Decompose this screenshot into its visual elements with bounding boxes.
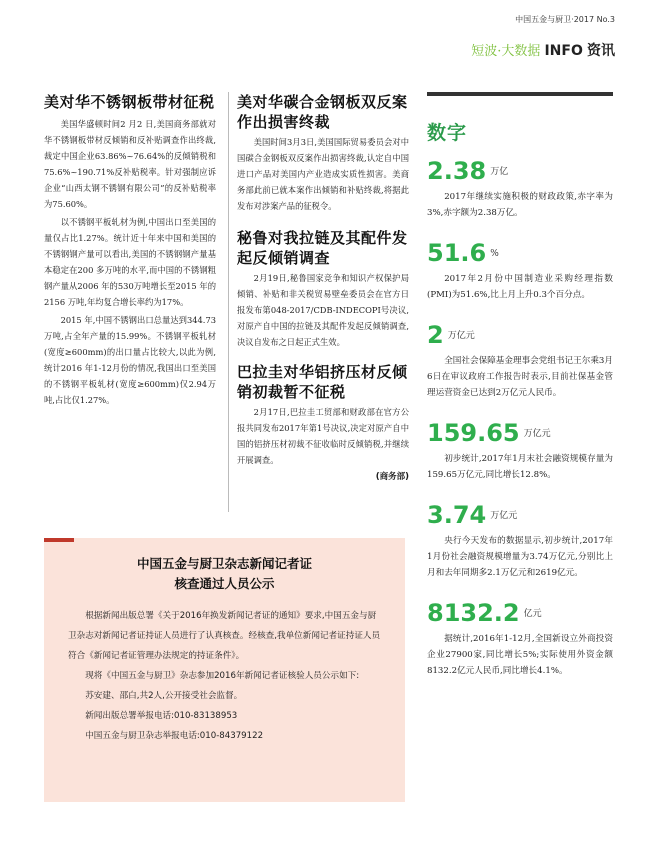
column-divider xyxy=(228,92,229,512)
article-title: 美对华不锈钢板带材征税 xyxy=(44,93,215,111)
stat-unit: 万亿 xyxy=(490,167,509,177)
stat-item xyxy=(427,239,613,303)
article-peru-zipper xyxy=(237,228,409,350)
stat-description: 2017年2月份中国制造业采购经理指数(PMI)为51.6%,比上月上升0.3个百分点。 xyxy=(427,274,613,300)
stat-unit: % xyxy=(490,249,499,259)
section-info-label: INFO xyxy=(544,43,583,59)
section-header xyxy=(471,40,615,60)
notice-accent-bar xyxy=(44,538,74,542)
notice-title-line2: 核查通过人员公示 xyxy=(174,576,275,591)
article-paragraph: 2月17日,巴拉圭工贸部和财政部在官方公报共同发布2017年第1号决议,决定对原产自中国的铝挤压材初裁不征收临时反倾销税,并继续开展调查。 xyxy=(237,407,409,465)
numbers-sidebar xyxy=(427,92,613,679)
article-paragraph: 2月19日,秘鲁国家竞争和知识产权保护局倾销、补贴和非关税贸易壁垒委员会在官方日报发布第048-2017/CDB-INDECOPI号决议,对原产自中国的拉链及其配件发起反倾销调查,决议自发布之日起正式生效。 xyxy=(237,273,409,347)
notice-hotline-gapp: 新闻出版总署举报电话:010-83138953 xyxy=(85,711,238,721)
journal-issue-label: 中国五金与厨卫·2017 No.3 xyxy=(515,15,615,24)
article-source: (商务部) xyxy=(375,472,409,482)
article-title: 美对华碳合金钢板双反案作出损害终裁 xyxy=(237,93,408,131)
stat-item xyxy=(427,501,613,581)
article-paraguay-aluminum xyxy=(237,362,409,482)
stat-value: 2.38 xyxy=(427,157,487,185)
sidebar-title: 数字 xyxy=(427,122,468,144)
sidebar-top-bar xyxy=(427,92,613,96)
notice-title-line1: 中国五金与厨卫杂志新闻记者证 xyxy=(136,556,312,571)
stat-value: 3.74 xyxy=(427,501,487,529)
stat-item xyxy=(427,599,613,679)
stat-unit: 万亿元 xyxy=(490,511,518,521)
article-paragraph: 美国时间3月3日,美国国际贸易委员会对中国碳合金钢板双反案作出损害终裁,认定自中国进口产品对美国内产业造成实质性损害。美商务部此前已就本案作出倾销和补贴终裁,将据此发布对涉案产品的征税令。 xyxy=(237,137,409,211)
stat-item xyxy=(427,321,613,401)
stat-item xyxy=(427,419,613,483)
article-paragraph: 2015 年,中国不锈钢出口总量达到344.73 万吨,占全年产量的15.99%。不锈钢平板轧材(宽度≥600mm)的出口量占比较大,以此为例,统计2016 年1-12月份的情况,我国出口至美国的不锈钢平板轧材(宽度≥600mm)仅2.94万吨,占比仅1.27%。 xyxy=(44,315,216,405)
section-zixun-label: 资讯 xyxy=(587,43,615,59)
article-stainless-steel xyxy=(44,92,216,408)
article-paragraph: 以不锈钢平板轧材为例,中国出口至美国的量仅占比1.27%。统计近十年来中国和美国的不锈钢钢产量可以看出,美国的不锈钢钢产量基本稳定在200 多万吨的水平,而中国的不锈钢粗钢产量从2006 年的530万吨增长至2015 年的2156 万吨,年均复合增长率约为17%。 xyxy=(44,217,216,307)
article-paragraph: 美国华盛顿时间2 月2 日,美国商务部就对华不锈钢板带材反倾销和反补贴调查作出终裁,裁定中国企业63.86%~76.64%的反倾销税和75.6%~190.71%反补贴税率。针对强制应诉企业“山西太钢不锈钢有限公司”的反补贴税率为75.60%。 xyxy=(44,119,216,209)
stat-value: 2 xyxy=(427,321,444,349)
stat-value: 8132.2 xyxy=(427,599,520,627)
stat-description: 央行今天发布的数据显示,初步统计,2017年1月份社会融资规模增量为3.74万亿元,分别比上月和去年同期多2.1万亿元和2619亿元。 xyxy=(427,536,613,578)
article-title: 秘鲁对我拉链及其配件发起反倾销调查 xyxy=(237,229,408,267)
section-subtitle: 短波·大数据 xyxy=(471,44,541,59)
article-title: 巴拉圭对华铝挤压材反倾销初裁暂不征税 xyxy=(237,363,408,401)
stat-value: 51.6 xyxy=(427,239,487,267)
stat-description: 据统计,2016年1-12月,全国新设立外商投资企业27900家,同比增长5%;实际使用外资金额8132.2亿元人民币,同比增长4.1%。 xyxy=(427,634,613,676)
article-column-2 xyxy=(237,92,409,482)
notice-hotline-magazine: 中国五金与厨卫杂志举报电话:010-84379122 xyxy=(85,731,264,741)
press-card-notice xyxy=(44,538,405,802)
stat-description: 全国社会保障基金理事会党组书记王尔乘3月6日在审议政府工作报告时表示,目前社保基金管理运营资金已达到2万亿元人民币。 xyxy=(427,356,613,398)
article-carbon-steel xyxy=(237,92,409,214)
stat-description: 2017年继续实施积极的财政政策,赤字率为3%,赤字额为2.38万亿。 xyxy=(427,192,613,218)
stat-value: 159.65 xyxy=(427,419,520,447)
stat-unit: 万亿元 xyxy=(523,429,551,439)
stat-description: 初步统计,2017年1月末社会融资规模存量为159.65万亿元,同比增长12.8%。 xyxy=(427,454,613,480)
notice-paragraph: 现将《中国五金与厨卫》杂志参加2016年新闻记者证核验人员公示如下: xyxy=(85,671,360,681)
stat-unit: 万亿元 xyxy=(447,331,475,341)
stat-item xyxy=(427,157,613,221)
notice-personnel: 苏安建、邵白,共2人,公开接受社会监督。 xyxy=(85,691,243,701)
notice-paragraph: 根据新闻出版总署《关于2016年换发新闻记者证的通知》要求,中国五金与厨卫杂志对新闻记者证持证人员进行了认真核查。经核查,我单位新闻记者证持证人员符合《新闻记者证管理办法规定的持证条件》。 xyxy=(68,611,381,661)
stat-unit: 亿元 xyxy=(523,609,542,619)
